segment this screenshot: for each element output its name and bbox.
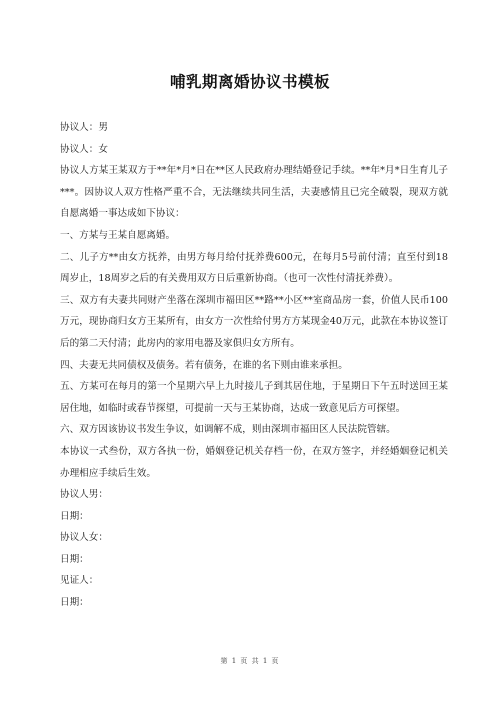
clause-5: 五、方某可在每月的第一个星期六早上九时接儿子到其居住地，于星期日下午五时送回王某居住地，如临时或春节探望，可提前一天与王某协商，达成一致意见后方可探望。 <box>60 381 448 414</box>
date-line-witness: 日期： <box>60 597 89 609</box>
document-body <box>60 117 448 614</box>
clause-3: 三、双方有夫妻共同财产坐落在深圳市福田区**路**小区**室商品房一套，价值人民币100万元，现协商归女方王某所有，由女方一次性给付男方方某现金40万元，此款在本协议签订后的第二天付清；此房内的家用电器及家俱归女方所有。 <box>60 294 448 349</box>
signature-female-line: 协议人女： <box>60 532 108 544</box>
document-title: 哺乳期离婚协议书模板 <box>169 73 330 91</box>
signature-male-line: 协议人男： <box>60 489 108 501</box>
date-line-female: 日期： <box>60 553 89 565</box>
effectiveness-paragraph: 本协议一式叁份，双方各执一份，婚姻登记机关存档一份，在双方签字，并经婚姻登记机关办理相应手续后生效。 <box>60 445 448 479</box>
party-female-line: 协议人：女 <box>60 143 108 155</box>
clause-1: 一、方某与王某自愿离婚。 <box>60 229 176 241</box>
clause-4: 四、夫妻无共同债权及债务。若有债务，在谁的名下则由谁来承担。 <box>60 359 348 371</box>
preamble-paragraph: 协议人方某王某双方于**年*月*日在**区人民政府办理结婚登记手续。**年*月*日生育儿子***。因协议人双方性格严重不合，无法继续共同生活，夫妻感情且已完全破裂，现双方就自愿离婚一事达成如下协议： <box>60 165 448 220</box>
clause-6: 六、双方因该协议书发生争议，如调解不成，则由深圳市福田区人民法院管辖。 <box>60 424 396 436</box>
clause-2: 二、儿子方**由女方抚养，由男方每月给付抚养费600元，在每月5号前付清；直至付到18周岁止，18周岁之后的有关费用双方日后重新协商。（也可一次性付清抚养费）。 <box>60 251 448 285</box>
page-footer: 第 1 页 共 1 页 <box>220 657 280 665</box>
date-line-male: 日期： <box>60 510 89 522</box>
party-male-line: 协议人：男 <box>60 122 108 133</box>
witness-line: 见证人： <box>60 575 99 587</box>
